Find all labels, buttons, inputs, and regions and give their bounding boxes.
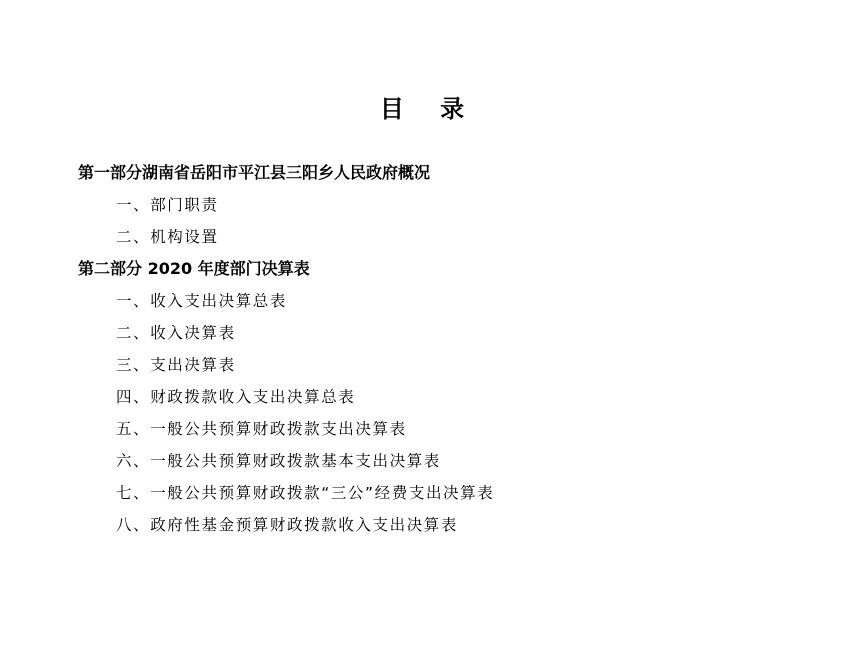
toc-item: 六、一般公共预算财政拨款基本支出决算表	[116, 452, 441, 470]
toc-item: 一、收入支出决算总表	[116, 292, 288, 310]
toc-item: 三、支出决算表	[116, 356, 236, 374]
table-of-contents	[78, 157, 818, 541]
toc-item: 五、一般公共预算财政拨款支出决算表	[116, 420, 407, 438]
toc-part-heading: 第一部分湖南省岳阳市平江县三阳乡人民政府概况	[78, 163, 431, 182]
toc-item: 二、机构设置	[116, 228, 219, 246]
toc-part-heading: 第二部分 2020 年度部门决算表	[78, 259, 310, 278]
toc-item: 八、政府性基金预算财政拨款收入支出决算表	[116, 516, 459, 534]
toc-item: 四、财政拨款收入支出决算总表	[116, 388, 356, 406]
page-title: 目 录	[379, 94, 479, 123]
toc-item: 一、部门职责	[116, 196, 219, 214]
toc-item: 七、一般公共预算财政拨款“三公”经费支出决算表	[116, 484, 495, 502]
toc-item: 二、收入决算表	[116, 324, 236, 342]
